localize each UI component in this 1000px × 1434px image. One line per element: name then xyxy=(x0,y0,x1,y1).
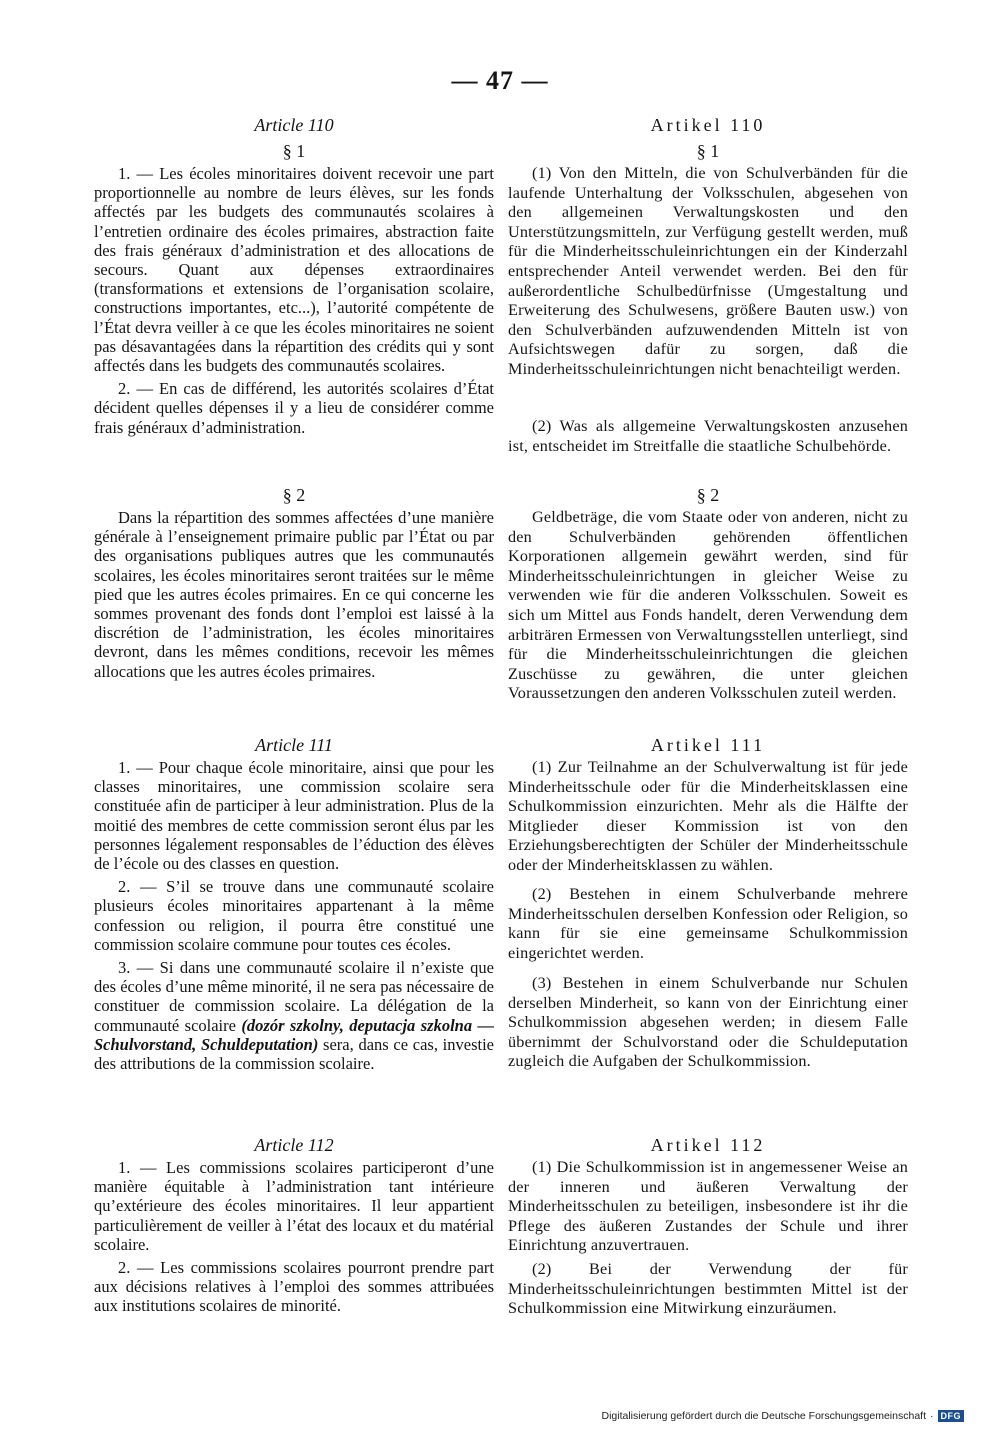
artikel-110-title-de: Artikel 110 xyxy=(650,115,766,135)
article-111-fr xyxy=(94,732,494,1073)
article-111-para-1-fr: 1. — Pour chaque école minoritaire, ainsi que pour les classes minoritaires, une commission scolaire sera constituée afin de participer à leur administration. Plus de la moitié des membres de cette commission seront élus par les personnes légalement responsables de l’éduction des élèves de l’école ou des classes en question. xyxy=(94,758,494,874)
article-110-section-2-para-fr: Dans la répartition des sommes affectées d’une manière générale à l’enseignement primaire public par l’État ou par des organisations publiques autres que les communautés scolaires, les écoles minoritaires seront traitées sur le même pied que les autres écoles primaires. En ce qui concerne les sommes provenant des fonds dont l’emploi est laissé à la discrétion de l’administration, les écoles minoritaires devront, dans les mêmes conditions, recevoir les mêmes allocations que les autres écoles primaires. xyxy=(94,508,494,681)
article-112-title-fr: Article 112 xyxy=(254,1135,334,1155)
article-110-section-2-fr xyxy=(94,482,494,681)
artikel-110-de xyxy=(508,112,908,380)
article-111-para-3-text-c-fr: sera, dans ce cas, investie des attributions de la commission scolaire. xyxy=(94,1034,495,1074)
section-2-heading-de: § 2 xyxy=(696,485,720,505)
artikel-111-para-3-block-de xyxy=(508,974,908,1072)
artikel-111-de xyxy=(508,732,908,876)
article-110-para-1-fr: 1. — Les écoles minoritaires doivent recevoir une part proportionnelle au nombre de leurs élèves, sur les fonds affectés par les budgets des communautés scolaires à l’entretien ordinaire des écoles primaires, abstraction faite des frais généraux d’administration et des allocations de secours. Quant aux dépenses extraordinaires (transformations et extensions de l’organisation scolaire, constructions importantes, etc...), l’autorité compétente de l’État devra veiller à ce que les écoles minoritaires ne soient pas désavantagées dans la répartition des crédits qui y sont affectés dans les budgets des communautés scolaires. xyxy=(94,164,494,376)
artikel-111-para-3-de: (3) Bestehen in einem Schulverbande nur Schulen derselben Minderheit, so kann von der Einrichtung einer Schulkommission abgesehen werden; in diesem Falle übernimmt der Schulvorstand oder die Schuldeputation zugleich die Aufgaben der Schulkommission. xyxy=(508,974,908,1071)
artikel-110-section-2-de xyxy=(508,482,908,704)
artikel-110-section-2-para-de: Geldbeträge, die vom Staate oder von anderen, nicht zu den Schulverbänden gehörenden öffentlichen Korporationen allgemein gewährt werden, sind für Minderheitsschuleinrichtungen in gleicher Weise zu verwenden wie für die anderen Volksschulen. Soweit es sich um Mittel aus Fonds handelt, deren Verwendung dem arbiträren Ermessen von Verwaltungsstellen unterliegt, sind für die Minderheitsschuleinrichtungen die gleichen Zuschüsse zu gewähren, die unter gleichen Voraussetzungen den anderen Volksschulen zuteil werden. xyxy=(508,508,908,703)
digitization-footer: Digitalisierung gefördert durch die Deutsche Forschungsgemeinschaft · DFG xyxy=(601,1410,964,1422)
artikel-111-title-de: Artikel 111 xyxy=(650,735,766,755)
article-112-fr xyxy=(94,1132,494,1316)
article-112-para-1-fr: 1. — Les commissions scolaires participeront d’une manière équitable à l’administration tant intérieure qu’extérieure des écoles minoritaires. Il leur appartient particulièrement de veiller à l’état des locaux et du matérial scolaire. xyxy=(94,1158,494,1254)
article-111-para-3-text-a-fr: 3. — Si dans une communauté scolaire il n’existe que des écoles d’une même minorité, il ne sera pas nécessaire de constituer de commission scolaire. La délégation de la communauté scolaire xyxy=(94,958,494,1035)
dfg-logo: DFG xyxy=(938,1410,965,1422)
article-112-para-2-fr: 2. — Les commissions scolaires pourront prendre part aux décisions relatives à l’emploi des sommes attribuées aux institutions scolaires de minorité. xyxy=(94,1258,494,1316)
artikel-110-para-1-de: (1) Von den Mitteln, die von Schulverbänden für die laufende Unterhaltung der Volksschulen, abgesehen von den allgemeinen Verwaltungskosten und den Unterstützungsmitteln, zur Verfügung gestellt werden, muß für die Minderheitsschuleinrichtungen ein der Kinderzahl entsprechender Anteil verwendet werden. Bei den für außerordentliche Schulbedürfnisse (Umgestaltung und Erweiterung des Schulwesens, größere Bauten usw.) von den Schulverbänden aufzuwendenden Mitteln ist von Aufsichtswegen dafür zu sorgen, daß die Minderheitsschuleinrichtungen nicht benachteiligt werden. xyxy=(508,164,908,378)
artikel-110-para-2-block-de xyxy=(508,417,908,456)
artikel-111-para-2-de: (2) Bestehen in einem Schulverbande mehrere Minderheitsschulen derselben Konfession oder Religion, so kann für sie eine gemeinsame Schulkommission eingerichtet werden. xyxy=(508,885,908,962)
article-111-para-3-emphasis-fr: (dozór szkolny, deputacja szkolna — Schulvorstand, Schuldeputation) xyxy=(94,1015,495,1054)
article-111-para-2-fr: 2. — S’il se trouve dans une communauté scolaire plusieurs écoles minoritaires appartenant à la même confession ou religion, il pourra être constitué une commission scolaire commune pour toutes ces écoles. xyxy=(94,877,494,954)
page-number: — 47 — xyxy=(451,66,549,95)
artikel-112-title-de: Artikel 112 xyxy=(650,1135,766,1155)
article-111-title-fr: Article 111 xyxy=(255,735,333,755)
section-1-heading-fr: § 1 xyxy=(282,141,306,161)
section-2-heading-fr: § 2 xyxy=(282,485,306,505)
artikel-111-para-1-de: (1) Zur Teilnahme an der Schulverwaltung ist für jede Minderheitsschule oder für die Minderheitsklassen eine Schulkommission einzurichten. Mehr als die Hälfte der Mitglieder dieser Kommission ist von den Erziehungsberechtigten der Schüler der Minderheitsschule oder der Minderheitsklassen zu wählen. xyxy=(508,758,908,874)
article-110-para-2-fr: 2. — En cas de différend, les autorités scolaires d’État décident quelles dépenses il y a lieu de considérer comme frais généraux d’administration. xyxy=(94,379,494,437)
artikel-112-para-2-de: (2) Bei der Verwendung der für Minderheitsschuleinrichtungen bestimmten Mittel ist der Schulkommission eine Mitwirkung einzuräumen. xyxy=(508,1259,908,1318)
article-110-title-fr: Article 110 xyxy=(254,115,334,135)
artikel-112-para-1-de: (1) Die Schulkommission ist in angemessener Weise an der inneren und äußeren Verwaltung der Minderheitsschulen zu beteiligen, insbesondere ist ihr die Pflege des äußeren Zustandes der Schule und ihrer Einrichtung anzuvertrauen. xyxy=(508,1158,908,1255)
section-1-heading-de: § 1 xyxy=(696,141,720,161)
footer-credit-text: Digitalisierung gefördert durch die Deutsche Forschungsgemeinschaft xyxy=(601,1410,926,1422)
article-110-fr xyxy=(94,112,494,437)
artikel-111-para-2-block-de xyxy=(508,885,908,963)
artikel-112-de xyxy=(508,1132,908,1319)
artikel-110-para-2-de: (2) Was als allgemeine Verwaltungskosten anzusehen ist, entscheidet im Streitfalle die staatliche Schulbehörde. xyxy=(508,417,908,455)
article-111-para-3-fr xyxy=(94,958,494,1073)
